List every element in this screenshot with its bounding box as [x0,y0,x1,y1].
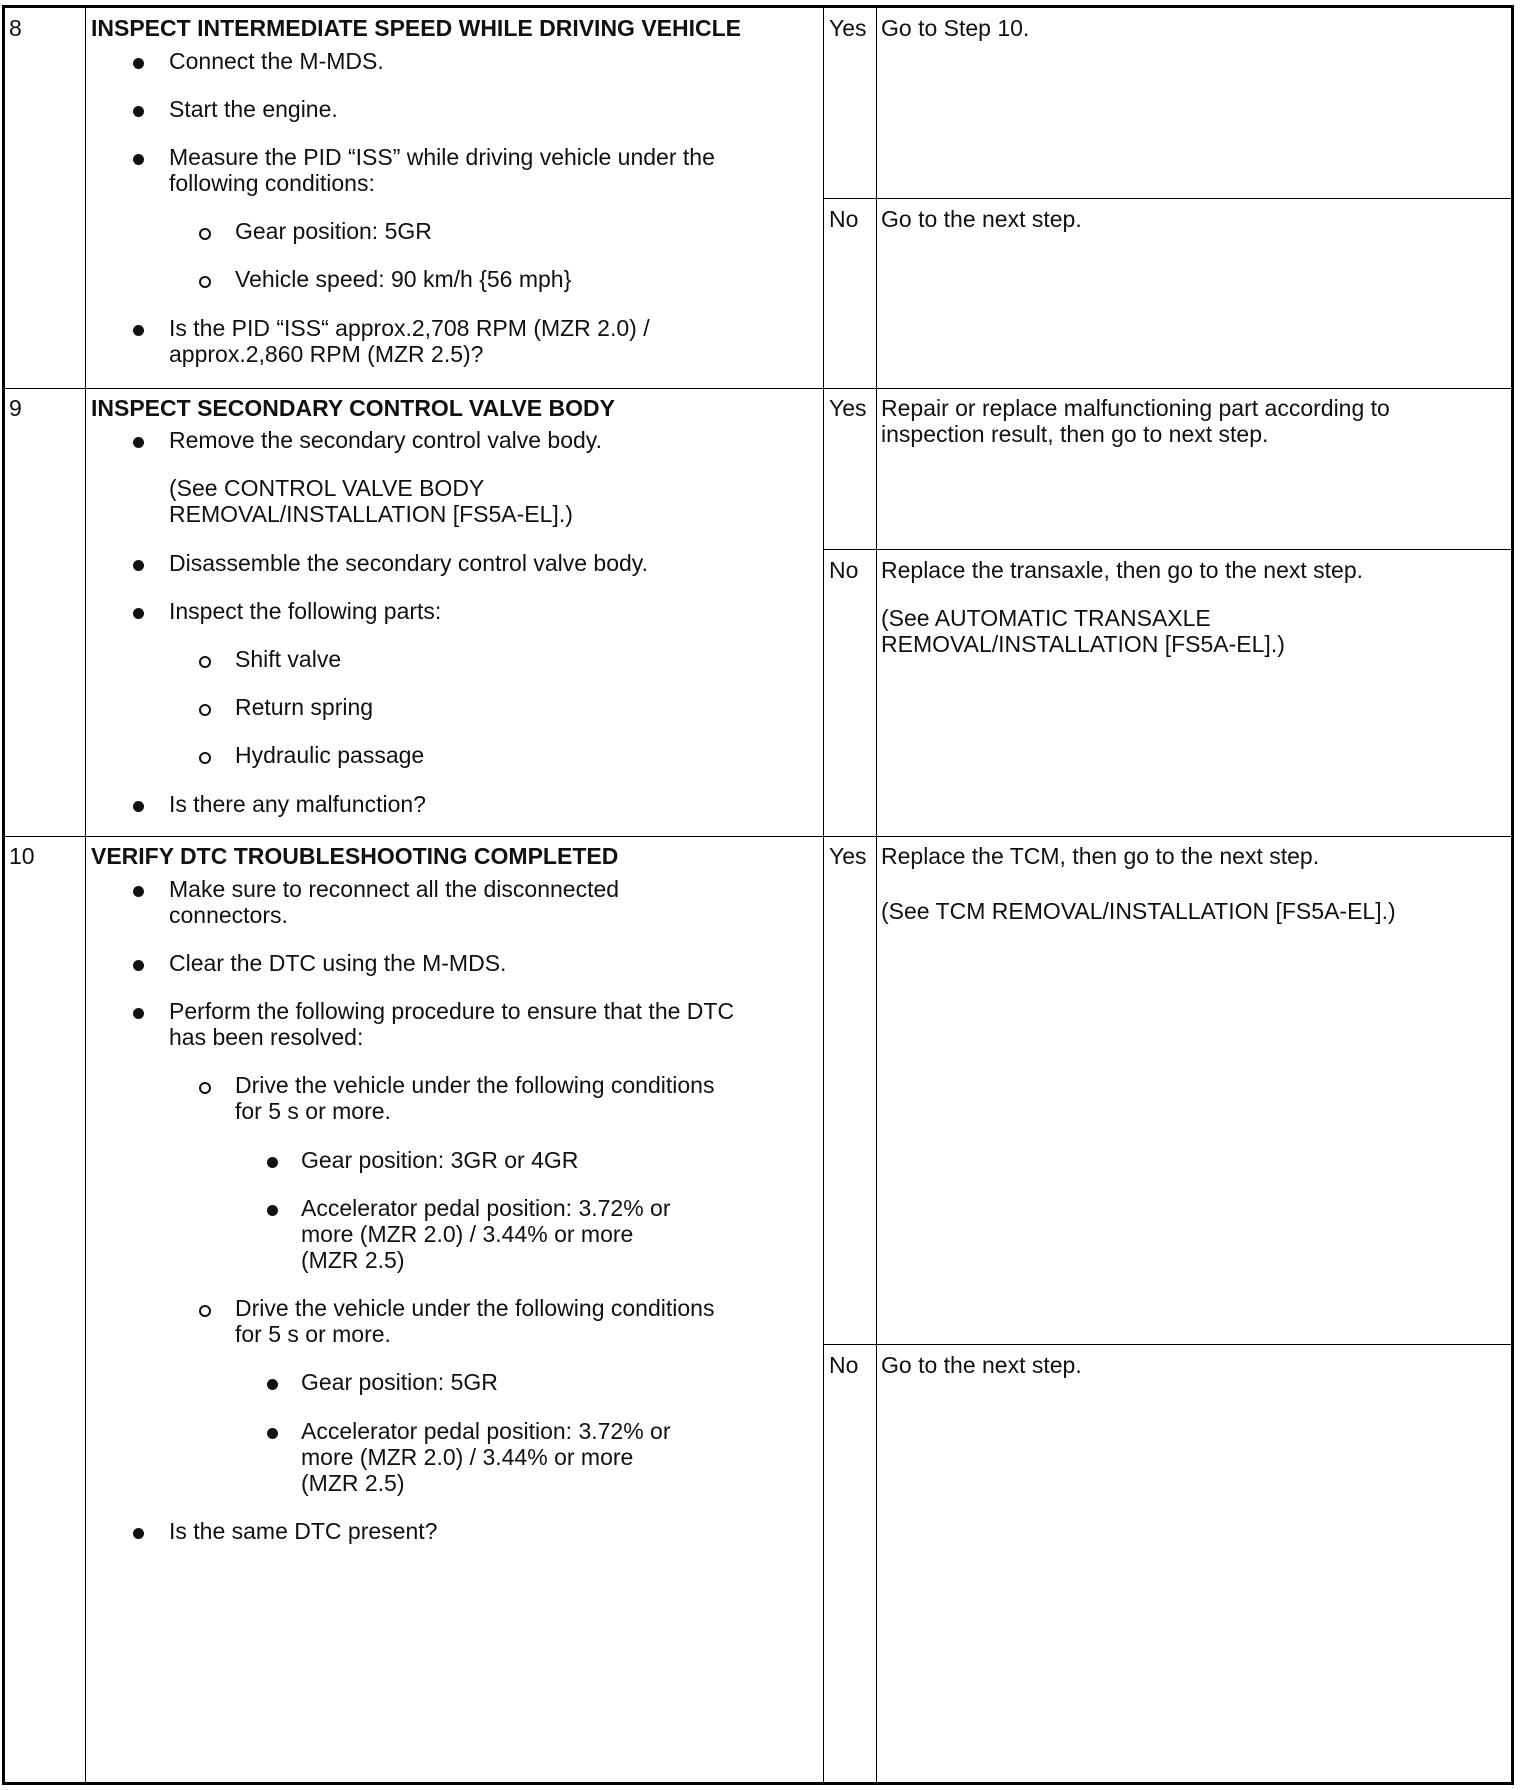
instruction-text: Connect the M-MDS. [169,48,384,74]
instruction-text: Return spring [235,694,374,720]
no-action-text: (See AUTOMATIC TRANSAXLE [881,605,1211,631]
instruction-text: Vehicle speed: 90 km/h {56 mph} [235,266,572,292]
yes-no-divider [823,549,1511,550]
yes-no-divider [823,1344,1511,1345]
bullet-ring [199,1305,211,1317]
instruction-text: Gear position: 5GR [235,218,432,244]
instruction-text: for 5 s or more. [235,1321,391,1347]
instruction-text: Clear the DTC using the M-MDS. [169,950,507,976]
instruction-text: Drive the vehicle under the following conditions [235,1295,715,1321]
no-action-text: Go to the next step. [881,1352,1082,1378]
instruction-text: Is the same DTC present? [169,1518,438,1544]
yes-label: Yes [829,395,867,421]
yes-action-text: Go to Step 10. [881,15,1030,41]
yes-action-text: inspection result, then go to next step. [881,421,1269,447]
bullet-dot [133,960,144,971]
yes-label: Yes [829,15,867,41]
instruction-text: Start the engine. [169,96,338,122]
step-number: 10 [9,843,35,869]
instruction-text: more (MZR 2.0) / 3.44% or more [301,1221,634,1247]
step-number: 8 [9,15,22,41]
column-divider-result [823,8,824,1782]
step-title: INSPECT INTERMEDIATE SPEED WHILE DRIVING VEHICLE [91,15,742,41]
instruction-text: more (MZR 2.0) / 3.44% or more [301,1444,634,1470]
instruction-text: Drive the vehicle under the following conditions [235,1072,715,1098]
bullet-dot [133,437,144,448]
instruction-text: Measure the PID “ISS” while driving vehicle under the [169,144,715,170]
no-label: No [829,1352,859,1378]
bullet-dot [133,886,144,897]
no-label: No [829,206,859,232]
no-action-text: Replace the transaxle, then go to the next step. [881,557,1364,583]
instruction-text: Is the PID “ISS“ approx.2,708 RPM (MZR 2.0) / [169,315,650,341]
instruction-text: Accelerator pedal position: 3.72% or [301,1195,671,1221]
instruction-text: Inspect the following parts: [169,598,442,624]
bullet-dot [133,325,144,336]
instruction-text: Disassemble the secondary control valve body. [169,550,648,576]
instruction-text: Shift valve [235,646,342,672]
bullet-dot [133,1008,144,1019]
step-title: VERIFY DTC TROUBLESHOOTING COMPLETED [91,843,619,869]
bullet-ring [199,656,211,668]
bullet-dot [133,608,144,619]
instruction-text: (See CONTROL VALVE BODY [169,475,485,501]
instruction-text: Hydraulic passage [235,742,425,768]
bullet-dot [267,1157,278,1168]
step-number: 9 [9,395,22,421]
bullet-dot [133,154,144,165]
row-divider [5,836,1511,837]
bullet-ring [199,228,211,240]
yes-label: Yes [829,843,867,869]
instruction-text: approx.2,860 RPM (MZR 2.5)? [169,341,484,367]
yes-action-text: (See TCM REMOVAL/INSTALLATION [FS5A-EL].) [881,898,1396,924]
bullet-dot [133,1528,144,1539]
no-action-text: Go to the next step. [881,206,1082,232]
instruction-text: Accelerator pedal position: 3.72% or [301,1418,671,1444]
bullet-dot [267,1205,278,1216]
instruction-text: Gear position: 3GR or 4GR [301,1147,579,1173]
row-divider [5,388,1511,389]
bullet-dot [133,58,144,69]
no-label: No [829,557,859,583]
instruction-text: connectors. [169,902,288,928]
bullet-dot [267,1379,278,1390]
bullet-ring [199,276,211,288]
step-title: INSPECT SECONDARY CONTROL VALVE BODY [91,395,615,421]
instruction-text: Is there any malfunction? [169,791,426,817]
instruction-text: (MZR 2.5) [301,1247,405,1273]
bullet-dot [133,106,144,117]
column-divider-step [85,8,86,1782]
no-action-text: REMOVAL/INSTALLATION [FS5A-EL].) [881,631,1285,657]
instruction-text: following conditions: [169,170,375,196]
bullet-ring [199,1082,211,1094]
instruction-text: REMOVAL/INSTALLATION [FS5A-EL].) [169,501,573,527]
bullet-dot [133,801,144,812]
column-divider-action [876,8,877,1782]
bullet-ring [199,704,211,716]
bullet-dot [133,560,144,571]
bullet-dot [267,1428,278,1439]
instruction-text: for 5 s or more. [235,1098,391,1124]
instruction-text: Make sure to reconnect all the disconnected [169,876,620,902]
instruction-text: Perform the following procedure to ensure that the DTC [169,998,735,1024]
bullet-ring [199,752,211,764]
instruction-text: has been resolved: [169,1024,364,1050]
instruction-text: Remove the secondary control valve body. [169,427,602,453]
instruction-text: Gear position: 5GR [301,1369,498,1395]
yes-action-text: Repair or replace malfunctioning part according to [881,395,1390,421]
troubleshooting-table [2,5,1514,1785]
yes-no-divider [823,198,1511,199]
instruction-text: (MZR 2.5) [301,1470,405,1496]
yes-action-text: Replace the TCM, then go to the next step. [881,843,1320,869]
